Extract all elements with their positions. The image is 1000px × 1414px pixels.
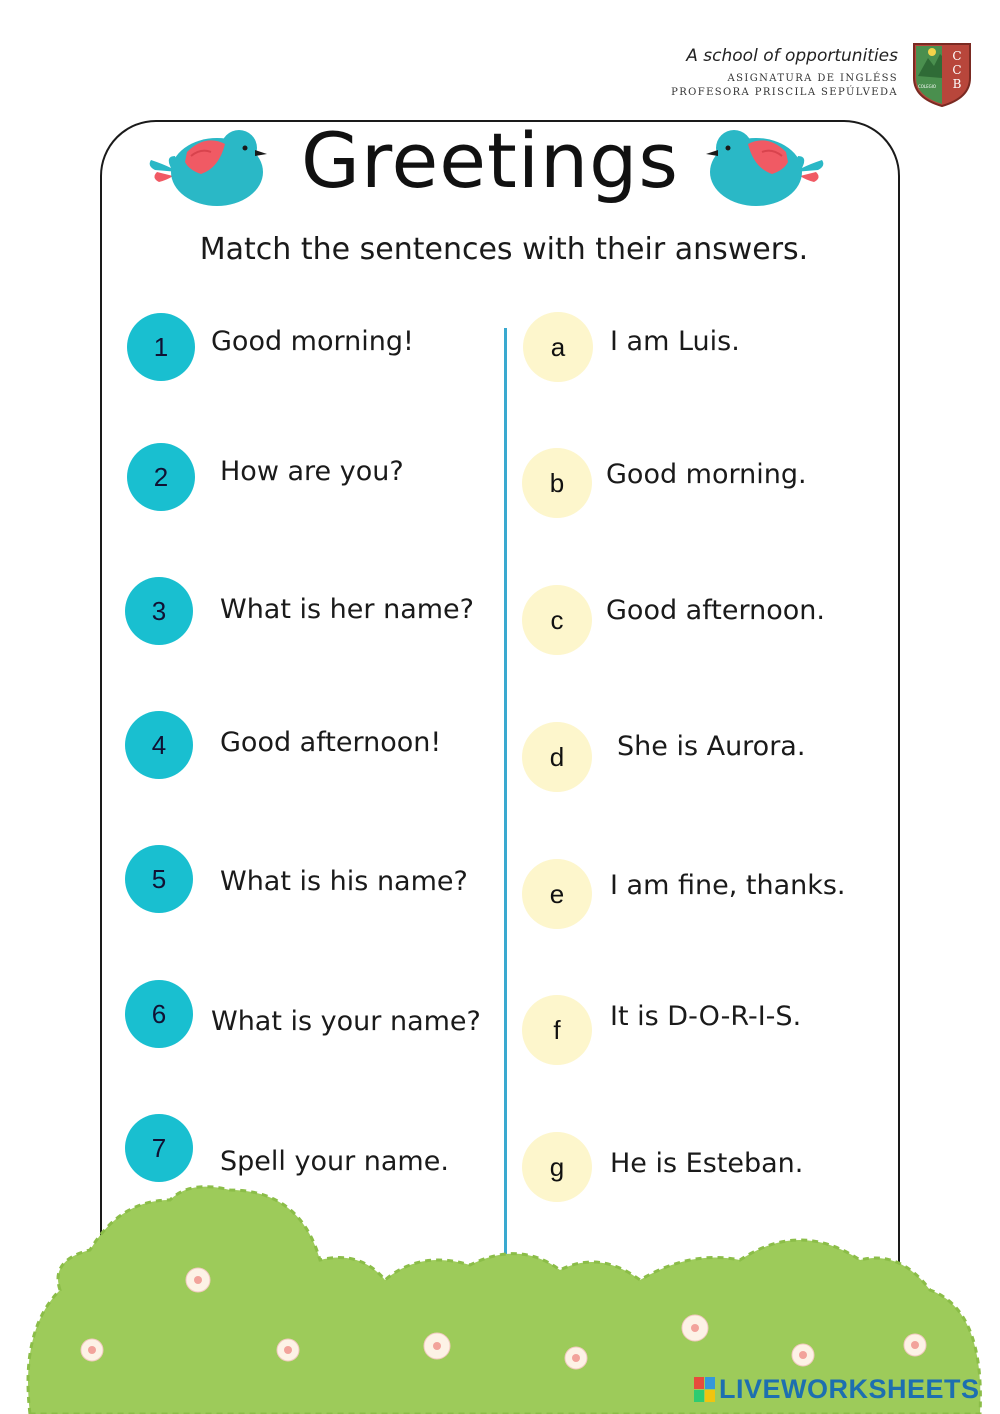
subject-line: ASIGNATURA DE INGLÉSS [727, 73, 898, 84]
liveworksheets-logo[interactable] [694, 1374, 980, 1405]
question-text[interactable]: What is your name? [211, 1006, 481, 1037]
brand-wordmark: LIVEWORKSHEETS [719, 1374, 980, 1404]
answer-text[interactable]: I am fine, thanks. [610, 870, 846, 901]
crest-letter: C [952, 63, 962, 77]
answer-letter-badge: f [522, 995, 592, 1065]
question-number-badge: 6 [125, 980, 193, 1048]
school-header [671, 46, 898, 100]
question-text[interactable]: Good morning! [211, 326, 414, 357]
answer-text[interactable]: It is D-O-R-I-S. [610, 1001, 802, 1032]
question-text[interactable]: How are you? [220, 456, 404, 487]
question-text[interactable]: Spell your name. [220, 1146, 449, 1177]
svg-text:COLEGIO: COLEGIO [917, 84, 937, 89]
answer-letter-badge: e [522, 859, 592, 929]
school-tagline: A school of opportunities [686, 46, 898, 66]
column-divider [504, 328, 507, 1268]
answer-text[interactable]: He is Esteban. [610, 1148, 804, 1179]
question-number-badge: 7 [125, 1114, 193, 1182]
question-number-badge: 5 [125, 845, 193, 913]
question-text[interactable]: Good afternoon! [220, 727, 442, 758]
instruction-text: Match the sentences with their answers. [199, 232, 809, 267]
liveworksheets-mark-icon [694, 1377, 716, 1403]
question-number-badge: 4 [125, 711, 193, 779]
question-text[interactable]: What is his name? [220, 866, 468, 897]
answer-letter-badge: a [523, 312, 593, 382]
question-number-badge: 3 [125, 577, 193, 645]
bird-icon [145, 122, 275, 212]
answer-text[interactable]: Good afternoon. [606, 595, 825, 626]
question-text[interactable]: What is her name? [220, 594, 474, 625]
answer-letter-badge: b [522, 448, 592, 518]
teacher-line: PROFESORA PRISCILA SEPÚLVEDA [671, 87, 898, 98]
answer-text[interactable]: I am Luis. [610, 326, 740, 357]
answer-text[interactable]: Good morning. [606, 459, 807, 490]
crest-letter: C [952, 49, 962, 63]
answer-letter-badge: c [522, 585, 592, 655]
page-title: Greetings [301, 116, 679, 205]
crest-letter: B [952, 77, 962, 91]
answer-letter-badge: g [522, 1132, 592, 1202]
question-number-badge: 1 [127, 313, 195, 381]
bird-icon [698, 122, 828, 212]
answer-letter-badge: d [522, 722, 592, 792]
school-crest-icon [910, 38, 974, 108]
question-number-badge: 2 [127, 443, 195, 511]
answer-text[interactable]: She is Aurora. [617, 731, 806, 762]
